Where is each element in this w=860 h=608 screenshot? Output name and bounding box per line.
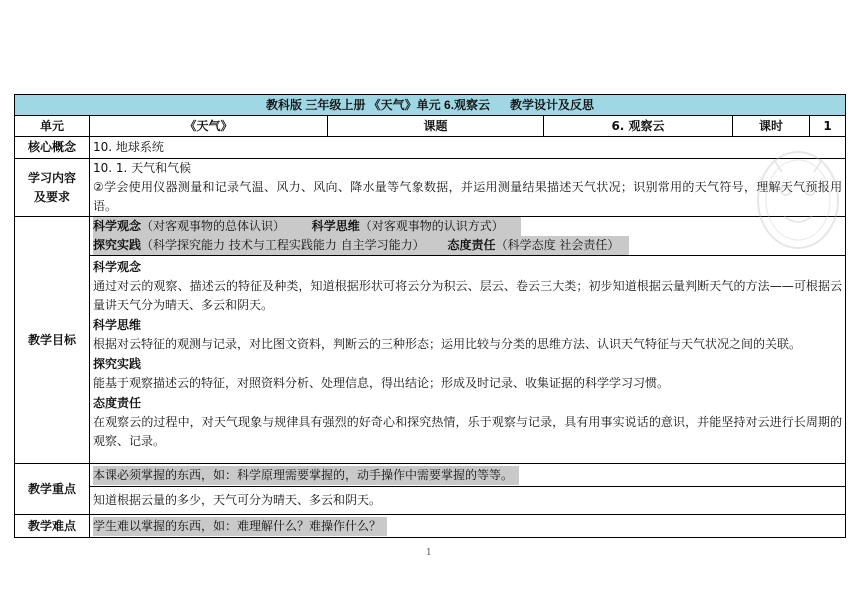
lesson-value: 6. 观察云	[544, 116, 733, 137]
key-points-hint-cell	[90, 464, 846, 487]
requirements-content	[90, 159, 846, 217]
dim-attitude-responsibility-desc: （科学态度 社会责任）	[495, 238, 620, 252]
unit-value: 《天气》	[90, 116, 328, 137]
key-points-label: 教学重点	[15, 464, 90, 515]
requirements-line1: 10. 1. 天气和气候	[93, 161, 192, 175]
watermark-stamp-icon	[748, 138, 848, 258]
objectives-dimensions-row	[15, 217, 846, 256]
page-number: 1	[426, 548, 432, 558]
requirements-row	[15, 159, 846, 217]
difficulties-hint: 学生难以掌握的东西，如：难理解什么？难操作什么？	[93, 517, 387, 536]
objectives-details-row	[15, 256, 846, 464]
core-concept-row	[15, 137, 846, 159]
dim-inquiry-practice-desc: （科学探究能力 技术与工程实践能力 自主学习能力）	[141, 238, 425, 252]
requirements-line2: ②学会使用仪器测量和记录气温、风力、风向、降水量等气象数据，并运用测量结果描述天气状况；识别常用的天气符号，理解天气预报用语。	[93, 180, 843, 213]
dim-scientific-concept-desc: （对客观事物的总体认识）	[141, 219, 286, 233]
s2-title: 科学思维	[93, 318, 142, 332]
requirements-label	[15, 159, 90, 217]
core-concept-value: 10. 地球系统	[90, 137, 846, 159]
key-points-hint: 本课必须掌握的东西，如：科学原理需要掌握的，动手操作中需要掌握的等等。	[93, 466, 519, 485]
s2-text: 根据对云特征的观测与记录，对比图文资料，判断云的三种形态；运用比较与分类的思维方法、认识天气特征与天气状况之间的关联。	[93, 337, 802, 351]
dim-scientific-thinking: 科学思维	[311, 219, 360, 233]
dimensions-line2-shaded	[93, 236, 629, 255]
lesson-plan-table	[14, 94, 846, 538]
difficulties-label: 教学难点	[15, 515, 90, 538]
objectives-dimensions	[90, 217, 846, 256]
difficulties-hint-cell	[90, 515, 846, 538]
dimensions-line1	[93, 217, 842, 236]
s1-text: 通过对云的观察、描述云的特征及种类，知道根据形状可将云分为积云、层云、卷云三大类；初步知道根据云量判断天气的方法——可根据云量讲天气分为晴天、多云和阴天。	[93, 279, 843, 312]
dim-scientific-thinking-desc: （对客观事物的认识方式）	[359, 219, 504, 233]
s4-title: 态度责任	[93, 396, 142, 410]
objectives-label: 教学目标	[15, 217, 90, 464]
requirements-label-line1: 学习内容	[27, 170, 76, 185]
key-points-content: 知道根据云量的多少，天气可分为晴天、多云和阴天。	[90, 487, 846, 515]
dim-attitude-responsibility: 态度责任	[447, 238, 496, 252]
period-label: 课时	[733, 116, 810, 137]
dimensions-line1-shaded	[93, 217, 521, 236]
requirements-label-line2: 及要求	[33, 189, 70, 204]
difficulties-row	[15, 515, 846, 538]
title-part2: 教学设计及反思	[510, 97, 595, 112]
key-points-content-row	[15, 487, 846, 515]
s4-text: 在观察云的过程中，对天气现象与规律具有强烈的好奇心和探究热情，乐于观察与记录，具有用事实说话的意识，并能坚持对云进行长周期的观察、记录。	[93, 415, 843, 448]
key-points-hint-row	[15, 464, 846, 487]
core-concept-label: 核心概念	[15, 137, 90, 159]
period-value: 1	[810, 116, 846, 137]
s3-text: 能基于观察描述云的特征，对照资料分析、处理信息，得出结论；形成及时记录、收集证据的科学学习习惯。	[93, 376, 670, 390]
title-row	[15, 95, 846, 116]
dim-scientific-concept: 科学观念	[93, 219, 142, 233]
s1-title: 科学观念	[93, 260, 142, 274]
s3-title: 探究实践	[93, 357, 142, 371]
objectives-details	[90, 256, 846, 464]
header-row	[15, 116, 846, 137]
lesson-label: 课题	[328, 116, 544, 137]
title-part1: 教科版 三年级上册 《天气》单元 6.观察云	[266, 97, 491, 112]
unit-label: 单元	[15, 116, 90, 137]
dimensions-line2	[93, 236, 842, 255]
dim-inquiry-practice: 探究实践	[93, 238, 142, 252]
document-title	[15, 95, 846, 116]
